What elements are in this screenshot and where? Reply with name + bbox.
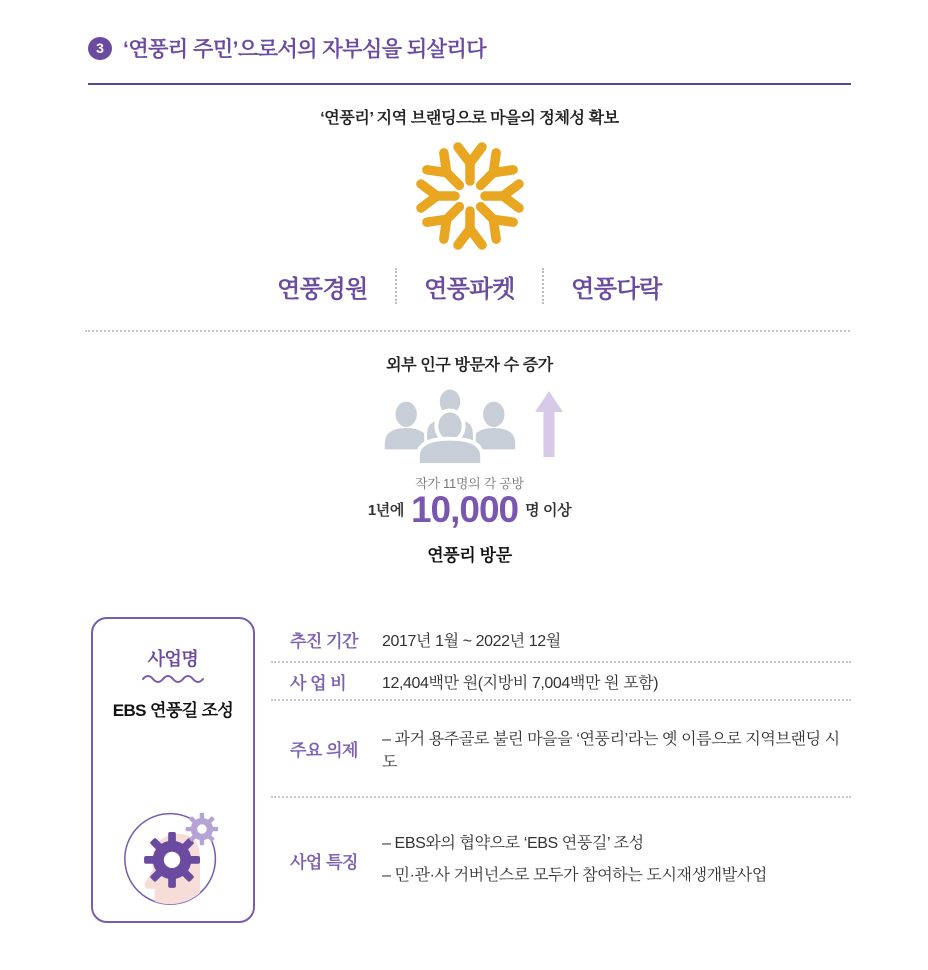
detail-label: 추진 기간 (290, 631, 358, 651)
section-header (88, 33, 486, 63)
project-details-table (271, 617, 851, 922)
visitors-caption: 외부 인구 방문자 수 증가 (386, 357, 553, 374)
wavy-underline (141, 674, 205, 683)
detail-row-features (271, 798, 851, 922)
stat-suffix: 명 이상 (525, 502, 572, 519)
detail-value: 12,404백만 원(지방비 7,004백만 원 포함) (382, 674, 659, 692)
project-name: EBS 연풍길 조성 (112, 701, 234, 720)
detail-value-line: – 민·관·사 거버넌스로 모두가 참여하는 도시재생개발사업 (382, 867, 767, 884)
branding-caption: ‘연풍리’ 지역 브랜딩으로 마을의 정체성 확보 (320, 110, 619, 127)
project-card-badge: 사업명 (147, 649, 199, 669)
detail-label: 사 업 비 (290, 673, 347, 693)
brand-name-2: 연풍파켓 (424, 275, 515, 303)
up-arrow-icon (535, 391, 563, 457)
detail-value: 2017년 1월 ~ 2022년 12월 (382, 632, 561, 650)
detail-label: 주요 의제 (290, 741, 358, 760)
detail-value: – 과거 용주골로 불린 마을을 ‘연풍리’라는 옛 이름으로 지역브랜딩 시도 (382, 730, 840, 771)
stat-caption: 연풍리 방문 (427, 546, 512, 565)
section-title: ‘연풍리 주민’으로서의 자부심을 되살리다 (123, 38, 487, 61)
detail-row-budget (271, 663, 851, 701)
detail-value (382, 828, 767, 892)
section-number-badge: 3 (88, 37, 112, 60)
sunburst-logo-svg (408, 134, 532, 258)
detail-value-line: – EBS와의 협약으로 ‘EBS 연풍길’ 조성 (382, 835, 644, 852)
brand-names-row (88, 268, 851, 304)
title-divider (88, 83, 851, 85)
detail-label: 사업 특징 (290, 852, 358, 872)
detail-row-agenda (271, 701, 851, 798)
sunburst-logo (88, 134, 851, 258)
brand-name-1: 연풍경원 (277, 275, 368, 303)
project-card (91, 617, 255, 923)
people-group-icon (377, 386, 523, 466)
head-gears-icon (120, 803, 226, 911)
stat-prefix: 1년에 (367, 502, 404, 519)
stat-value: 10,000 (410, 489, 519, 530)
section-divider (85, 330, 850, 332)
visitor-stat (88, 491, 851, 528)
visitors-graphic (88, 386, 851, 466)
brand-name-3: 연풍다락 (571, 275, 662, 303)
visitors-note: 작가 11명의 각 공방 (415, 476, 524, 491)
detail-row-period (271, 617, 851, 663)
